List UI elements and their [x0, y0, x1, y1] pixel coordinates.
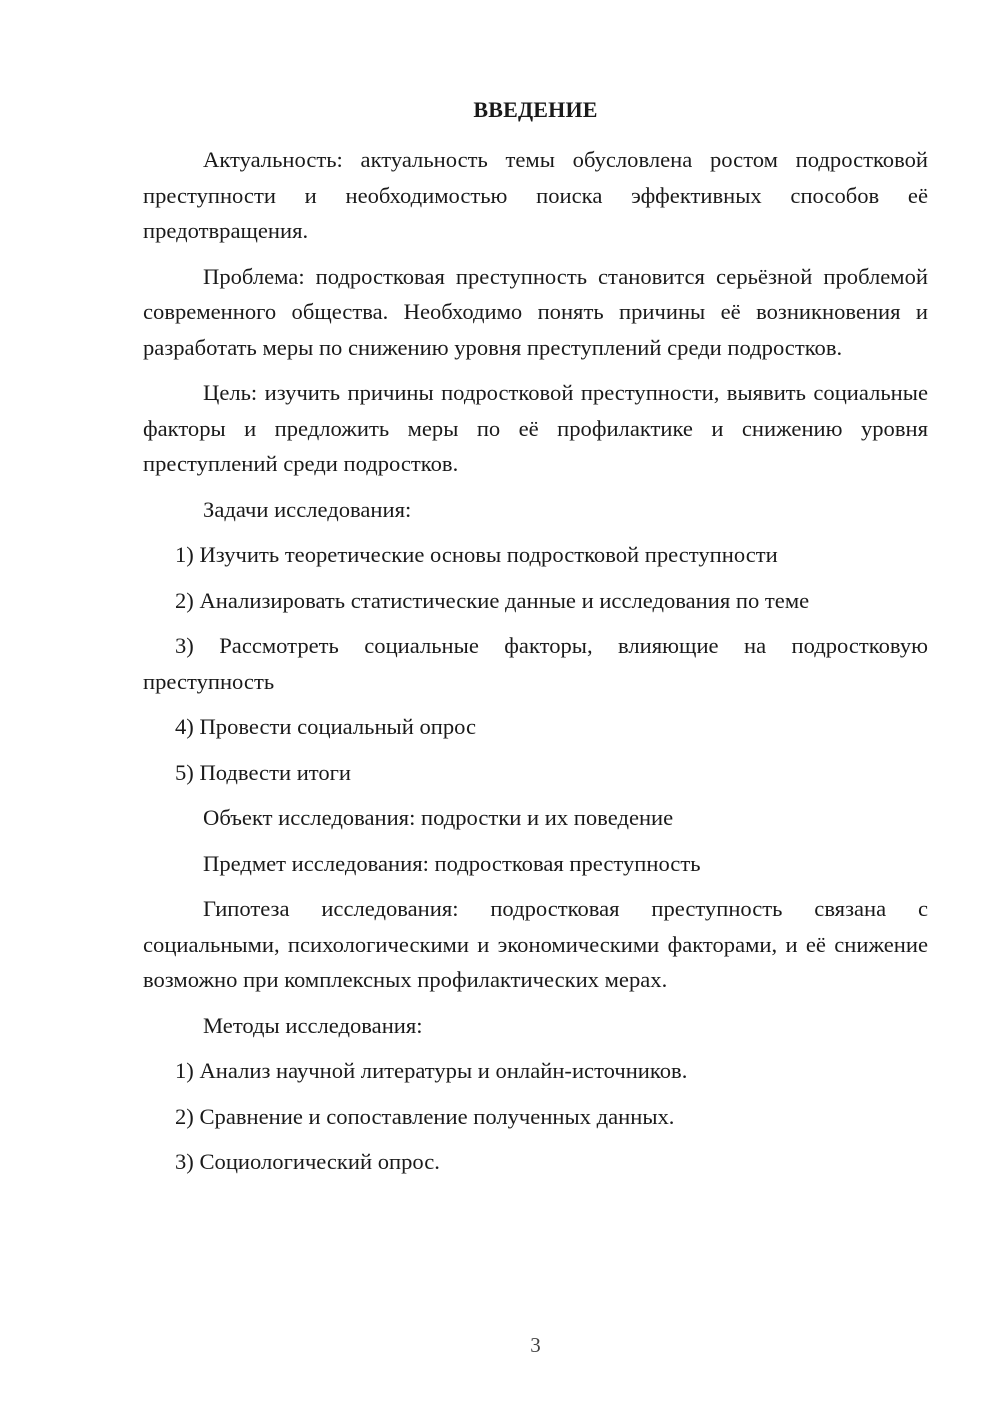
- research-hypothesis: Гипотеза исследования: подростковая преступность связана с социальными, психологическими и экономическими факторами, и её снижение возможно при комплексных профилактических мерах.: [143, 896, 928, 992]
- relevance-paragraph: Актуальность: актуальность темы обусловлена ростом подростковой преступности и необходимостью поиска эффективных способов её предотвращения.: [143, 147, 928, 243]
- research-subject: Предмет исследования: подростковая преступность: [203, 850, 701, 876]
- task-item-2: 2) Анализировать статистические данные и исследования по теме: [175, 587, 810, 613]
- methods-heading: Методы исследования:: [203, 1012, 423, 1038]
- task-item-3: 3) Рассмотреть социальные факторы, влияющие на подростковую преступность: [143, 633, 928, 694]
- document-page: [143, 0, 928, 1414]
- problem-paragraph: Проблема: подростковая преступность становится серьёзной проблемой современного общества. Необходимо понять причины её возникновения и разработать меры по снижению уровня преступлений среди подростков.: [143, 263, 928, 360]
- page-number: 3: [530, 1333, 541, 1357]
- document-body: [143, 142, 928, 1190]
- goal-paragraph: Цель: изучить причины подростковой преступности, выявить социальные факторы и предложить меры по её профилактике и снижению уровня преступлений среди подростков.: [143, 380, 928, 476]
- research-object: Объект исследования: подростки и их поведение: [203, 805, 674, 830]
- method-item-2: 2) Сравнение и сопоставление полученных данных.: [175, 1103, 675, 1129]
- tasks-heading: Задачи исследования:: [203, 496, 412, 522]
- task-item-5: 5) Подвести итоги: [175, 759, 352, 785]
- task-item-1: 1) Изучить теоретические основы подростковой преступности: [175, 542, 778, 567]
- page-title: ВВЕДЕНИЕ: [473, 97, 598, 122]
- task-item-4: 4) Провести социальный опрос: [175, 714, 477, 739]
- method-item-3: 3) Социологический опрос.: [175, 1149, 440, 1174]
- method-item-1: 1) Анализ научной литературы и онлайн-источников.: [175, 1058, 688, 1083]
